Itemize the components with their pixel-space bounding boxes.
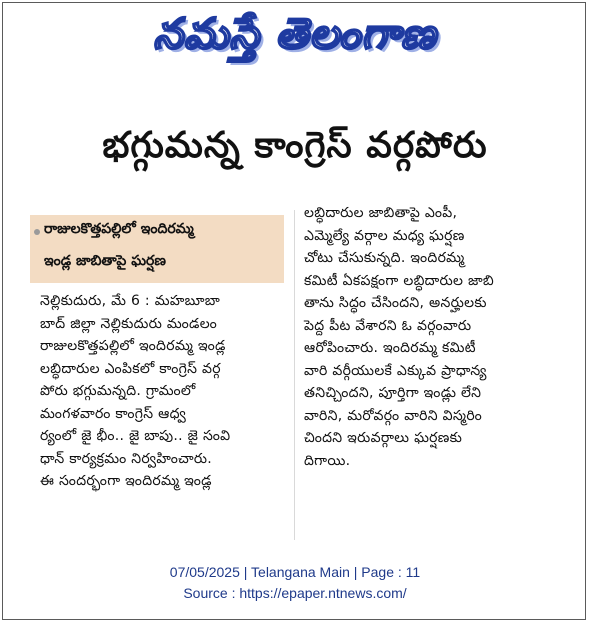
text-line: చిందని ఇరువర్గాలు ఘర్షణకు bbox=[304, 430, 463, 446]
text-line: ఎమ్మెల్యే వర్గాల మధ్య ఘర్షణ bbox=[304, 227, 465, 244]
text-line: రాజులకొత్తపల్లిలో ఇందిరమ్మ ఇండ్ల bbox=[40, 338, 226, 354]
text-line: మంగళవారం కాంగ్రెస్ ఆధ్వ bbox=[40, 405, 187, 422]
column-divider bbox=[294, 210, 295, 540]
text-line: వారి వర్గీయులకే ఎక్కువ ప్రాధాన్య bbox=[304, 362, 487, 379]
text-line: లబ్ధిదారుల జాబితాపై ఎంపీ, bbox=[304, 205, 458, 221]
text-line: నెల్లికుదురు, మే 6 : మహబూబా bbox=[40, 293, 221, 309]
text-line: బాద్ జిల్లా నెల్లికుదురు మండలం bbox=[40, 315, 218, 332]
footer-source: Source : https://epaper.ntnews.com/ bbox=[183, 585, 407, 601]
text-line: ఆరోపించారు. ఇందిరమ్మ కమిటీ bbox=[304, 340, 476, 356]
masthead-title: నమస్తే తెలంగాణ bbox=[153, 9, 437, 58]
text-line: చోటు చేసుకున్నది. ఇందిరమ్మ bbox=[304, 250, 465, 266]
bullet-icon bbox=[34, 229, 40, 235]
text-line: తనిచ్చిందని, పూర్తిగా ఇండ్లు లేని bbox=[304, 385, 482, 401]
article-body bbox=[22, 200, 568, 540]
subheading-box bbox=[30, 215, 284, 283]
footer-date-edition: 07/05/2025 | Telangana Main | Page : 11 bbox=[169, 564, 421, 580]
subheading-line: రాజులకొత్తపల్లిలో ఇందిరమ్మ bbox=[44, 221, 194, 237]
text-line: పెద్ద పీట వేశారని ఓ వర్గంవారు bbox=[304, 317, 472, 334]
newspaper-masthead bbox=[0, 8, 590, 70]
text-line: పోరు భగ్గుమన్నది. గ్రామంలో bbox=[40, 383, 196, 399]
left-column bbox=[40, 290, 290, 493]
text-line: ధాన్ కార్యక్రమం నిర్వహించారు. bbox=[40, 450, 213, 467]
text-line: తాను సిద్ధం చేసిందని, అనర్హులకు bbox=[304, 295, 487, 311]
right-column bbox=[304, 202, 566, 472]
text-line: వారిని, మరోవర్గం వారిని విస్మరిం bbox=[304, 407, 483, 424]
subheading-line: ఇండ్ల జాబితాపై ఘర్షణ bbox=[44, 253, 166, 269]
text-line: లబ్ధిదారుల ఎంపికలో కాంగ్రెస్ వర్గ bbox=[40, 360, 221, 377]
article-headline: భగ్గుమన్న కాంగ్రెస్ వర్గపోరు bbox=[102, 125, 488, 166]
text-line: ఈ సందర్భంగా ఇందిరమ్మ ఇండ్ల bbox=[40, 473, 212, 489]
text-line: దిగాయి. bbox=[304, 452, 351, 469]
text-line: కమిటీ ఏకపక్షంగా లబ్ధిదారుల జాబి bbox=[304, 272, 494, 289]
text-line: ర్యంలో జై భీం.. జై బాపు.. జై సంవి bbox=[40, 428, 231, 444]
